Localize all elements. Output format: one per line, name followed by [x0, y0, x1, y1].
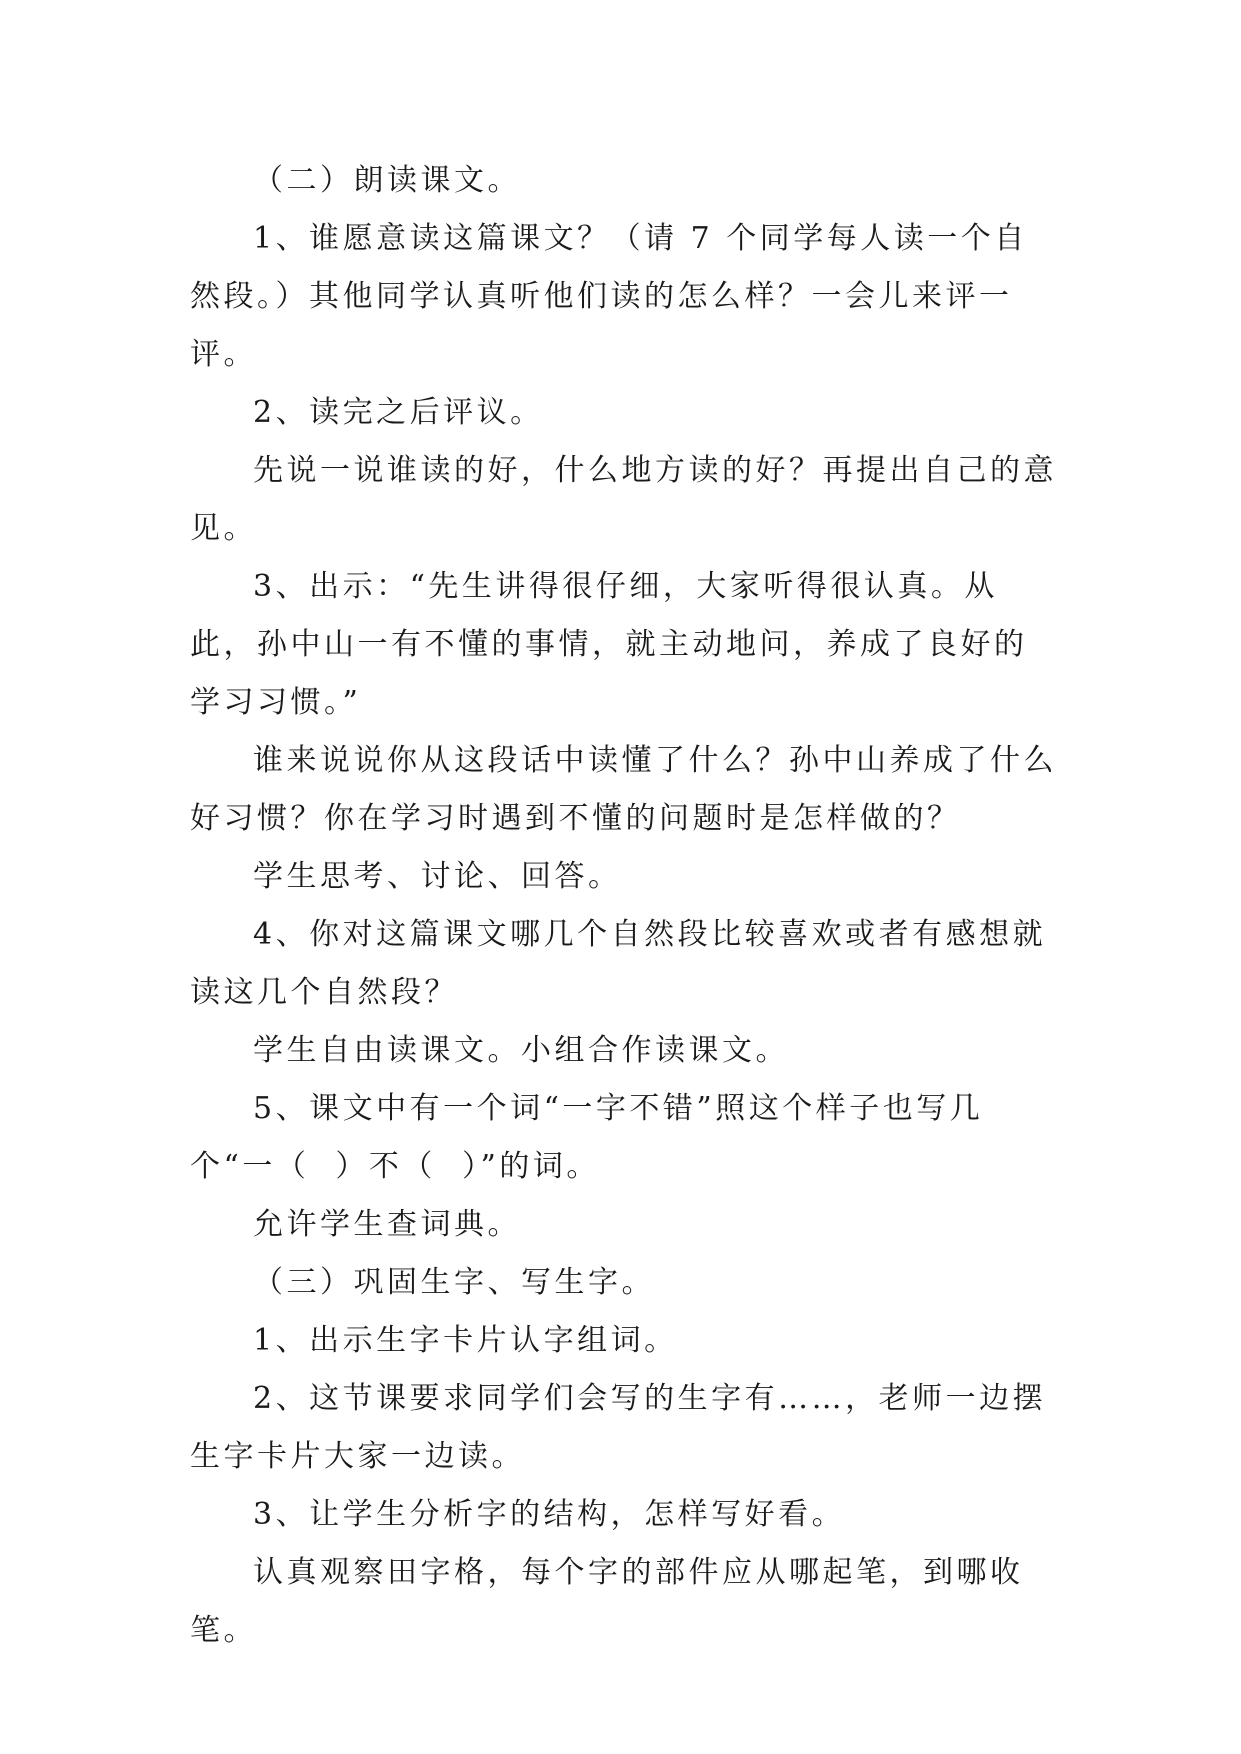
paragraph: 2、这节课要求同学们会写的生字有……，老师一边摆生字卡片大家一边读。	[190, 1381, 1047, 1474]
paragraph: 4、你对这篇课文哪几个自然段比较喜欢或者有感想就读这几个自然段？	[190, 917, 1047, 1010]
section-heading-characters: （三）巩固生字、写生字。	[253, 1265, 655, 1300]
paragraph: 2、读完之后评议。	[253, 395, 544, 430]
paragraph: 谁来说说你从这段话中读懂了什么？孙中山养成了什么好习惯？你在学习时遇到不懂的问题时是怎样做的？	[190, 743, 1057, 836]
section-heading-reading: （二）朗读课文。	[253, 163, 521, 198]
paragraph: 3、出示：“先生讲得很仔细，大家听得很认真。从此，孙中山一有不懂的事情，就主动地问，养成了良好的学习习惯。”	[190, 569, 1028, 720]
paragraph: 学生思考、讨论、回答。	[253, 859, 622, 894]
paragraph: 5、课文中有一个词“一字不错”照这个样子也写几个“一（ ）不（ ）”的词。	[190, 1091, 984, 1184]
paragraph: 允许学生查词典。	[253, 1207, 521, 1242]
paragraph: 学生自由读课文。小组合作读课文。	[253, 1033, 789, 1068]
paragraph: 先说一说谁读的好，什么地方读的好？再提出自己的意见。	[190, 453, 1057, 546]
paragraph: 认真观察田字格，每个字的部件应从哪起笔，到哪收笔。	[190, 1555, 1024, 1648]
paragraph: 1、谁愿意读这篇课文？（请 7 个同学每人读一个自然段。）其他同学认真听他们读的怎么样？一会儿来评一评。	[190, 221, 1028, 372]
paragraph: 1、出示生字卡片认字组词。	[253, 1323, 678, 1358]
document-body	[190, 152, 1060, 1660]
paragraph: 3、让学生分析字的结构，怎样写好看。	[253, 1497, 846, 1532]
